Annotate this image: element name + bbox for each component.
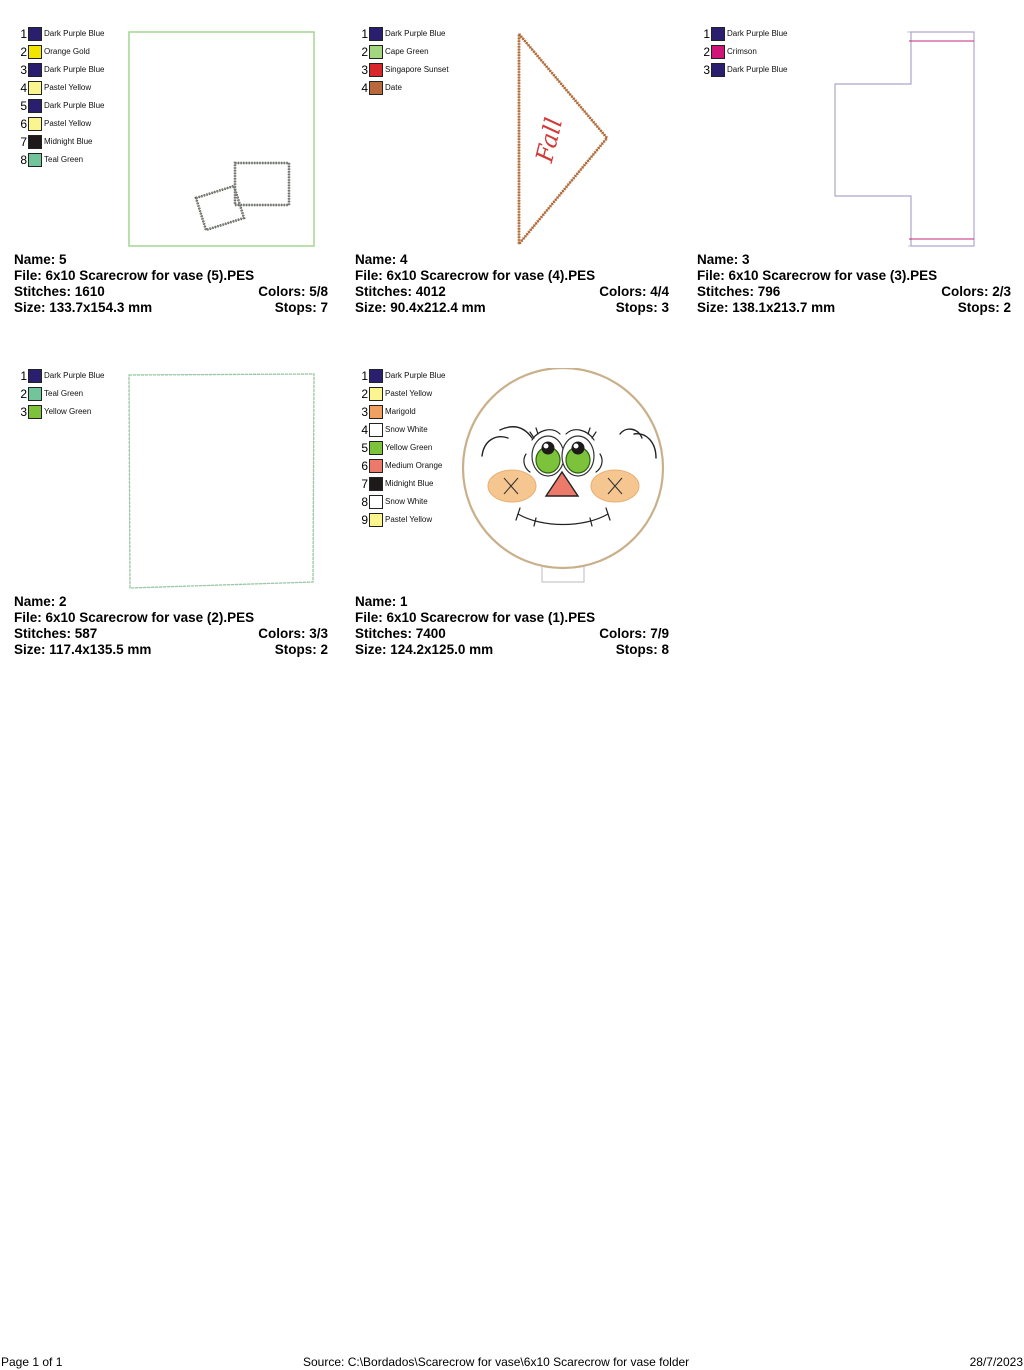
thread-number: 7 (20, 135, 27, 149)
design-preview (829, 26, 979, 250)
color-swatch (28, 387, 42, 401)
thread-name: Snow White (385, 497, 428, 506)
print-date: 28/7/2023 (969, 1355, 1023, 1369)
design-colors: Colors: 4/4 (599, 284, 669, 299)
design-stops: Stops: 3 (615, 300, 669, 315)
design-name: Name: 5 (14, 252, 67, 267)
color-swatch (369, 513, 383, 527)
design-colors: Colors: 7/9 (599, 626, 669, 641)
thread-number: 8 (361, 495, 368, 509)
thread-number: 3 (20, 63, 27, 77)
design-preview (505, 26, 625, 250)
color-swatch (28, 369, 42, 383)
thread-name: Yellow Green (44, 407, 92, 416)
color-swatch (711, 27, 725, 41)
color-swatch (28, 117, 42, 131)
thread-number: 6 (20, 117, 27, 131)
design-file: File: 6x10 Scarecrow for vase (1).PES (355, 610, 596, 625)
thread-name: Dark Purple Blue (385, 371, 446, 380)
thread-name: Marigold (385, 407, 416, 416)
thread-number: 6 (361, 459, 368, 473)
thread-name: Dark Purple Blue (727, 29, 788, 38)
design-info (355, 594, 669, 658)
thread-number: 5 (20, 99, 27, 113)
thread-color-row (355, 44, 485, 62)
color-swatch (28, 63, 42, 77)
thread-name: Dark Purple Blue (44, 29, 105, 38)
thread-name: Midnight Blue (44, 137, 93, 146)
color-swatch (28, 405, 42, 419)
thread-number: 7 (361, 477, 368, 491)
fall-embroidery-text: Fall (530, 114, 569, 166)
thread-color-row (355, 80, 485, 98)
thread-name: Pastel Yellow (44, 83, 92, 92)
color-swatch (28, 99, 42, 113)
thread-number: 1 (703, 27, 710, 41)
color-swatch (28, 27, 42, 41)
thread-name: Teal Green (44, 155, 84, 164)
thread-number: 1 (20, 27, 27, 41)
color-swatch (369, 387, 383, 401)
thread-number: 3 (703, 63, 710, 77)
design-file: File: 6x10 Scarecrow for vase (5).PES (14, 268, 255, 283)
color-swatch (711, 63, 725, 77)
thread-number: 1 (20, 369, 27, 383)
thread-name: Medium Orange (385, 461, 443, 470)
thread-number: 9 (361, 513, 368, 527)
design-colors: Colors: 2/3 (941, 284, 1011, 299)
design-info (355, 252, 669, 316)
design-stitches: Stitches: 7400 (355, 626, 446, 641)
thread-name: Cape Green (385, 47, 429, 56)
color-swatch (369, 45, 383, 59)
thread-name: Crimson (727, 47, 757, 56)
design-stops: Stops: 2 (957, 300, 1011, 315)
design-info (14, 594, 328, 658)
design-size: Size: 133.7x154.3 mm (14, 300, 153, 315)
design-file: File: 6x10 Scarecrow for vase (2).PES (14, 610, 255, 625)
design-size: Size: 138.1x213.7 mm (697, 300, 836, 315)
color-swatch (711, 45, 725, 59)
thread-name: Yellow Green (385, 443, 433, 452)
design-card-3 (697, 26, 1024, 356)
thread-name: Singapore Sunset (385, 65, 449, 74)
thread-number: 2 (20, 387, 27, 401)
design-stops: Stops: 7 (274, 300, 328, 315)
thread-name: Dark Purple Blue (727, 65, 788, 74)
design-name: Name: 3 (697, 252, 750, 267)
thread-color-row (697, 44, 827, 62)
thread-color-row (697, 62, 827, 80)
design-file: File: 6x10 Scarecrow for vase (4).PES (355, 268, 596, 283)
thread-number: 4 (361, 423, 368, 437)
design-preview (460, 368, 670, 592)
color-swatch (28, 81, 42, 95)
color-swatch (369, 477, 383, 491)
source-path: Source: C:\Bordados\Scarecrow for vase\6x10 Scarecrow for vase folder (303, 1355, 690, 1369)
thread-name: Dark Purple Blue (385, 29, 446, 38)
thread-number: 3 (20, 405, 27, 419)
design-size: Size: 117.4x135.5 mm (14, 642, 152, 657)
design-colors: Colors: 5/8 (258, 284, 328, 299)
thread-name: Snow White (385, 425, 428, 434)
thread-number: 2 (703, 45, 710, 59)
design-size: Size: 90.4x212.4 mm (355, 300, 486, 315)
thread-number: 2 (361, 45, 368, 59)
design-stops: Stops: 8 (615, 642, 669, 657)
design-stitches: Stitches: 796 (697, 284, 781, 299)
thread-number: 1 (361, 369, 368, 383)
design-card-1 (355, 368, 685, 698)
color-swatch (369, 459, 383, 473)
thread-name: Dark Purple Blue (44, 101, 105, 110)
thread-name: Midnight Blue (385, 479, 434, 488)
design-card-2 (14, 368, 344, 698)
color-swatch (369, 81, 383, 95)
design-preview (124, 368, 324, 592)
thread-number: 4 (361, 81, 368, 95)
thread-number: 8 (20, 153, 27, 167)
color-swatch (28, 153, 42, 167)
color-swatch (369, 423, 383, 437)
thread-number: 1 (361, 27, 368, 41)
thread-number: 2 (361, 387, 368, 401)
thread-number: 2 (20, 45, 27, 59)
thread-name: Dark Purple Blue (44, 65, 105, 74)
thread-name: Pastel Yellow (385, 515, 433, 524)
thread-number: 5 (361, 441, 368, 455)
design-colors: Colors: 3/3 (258, 626, 328, 641)
page-number: Page 1 of 1 (1, 1355, 63, 1369)
design-name: Name: 2 (14, 594, 67, 609)
color-swatch (28, 135, 42, 149)
color-swatch (369, 27, 383, 41)
design-card-5 (14, 26, 344, 356)
color-swatch (369, 495, 383, 509)
design-info (14, 252, 328, 316)
color-swatch (369, 441, 383, 455)
thread-name: Orange Gold (44, 47, 90, 56)
color-swatch (369, 63, 383, 77)
design-preview (124, 26, 324, 250)
color-swatch (369, 369, 383, 383)
design-name: Name: 4 (355, 252, 408, 267)
thread-color-row (697, 26, 827, 44)
thread-name: Teal Green (44, 389, 84, 398)
design-name: Name: 1 (355, 594, 408, 609)
color-swatch (369, 405, 383, 419)
thread-color-row (355, 26, 485, 44)
design-file: File: 6x10 Scarecrow for vase (3).PES (697, 268, 938, 283)
thread-number: 4 (20, 81, 27, 95)
thread-name: Date (385, 83, 402, 92)
thread-name: Pastel Yellow (385, 389, 433, 398)
design-stops: Stops: 2 (274, 642, 328, 657)
thread-color-row (355, 62, 485, 80)
design-stitches: Stitches: 1610 (14, 284, 105, 299)
color-swatch (28, 45, 42, 59)
design-size: Size: 124.2x125.0 mm (355, 642, 494, 657)
thread-number: 3 (361, 63, 368, 77)
design-card-4 (355, 26, 685, 356)
thread-number: 3 (361, 405, 368, 419)
design-stitches: Stitches: 587 (14, 626, 98, 641)
thread-name: Dark Purple Blue (44, 371, 105, 380)
design-stitches: Stitches: 4012 (355, 284, 446, 299)
design-info (697, 252, 1011, 316)
thread-name: Pastel Yellow (44, 119, 92, 128)
